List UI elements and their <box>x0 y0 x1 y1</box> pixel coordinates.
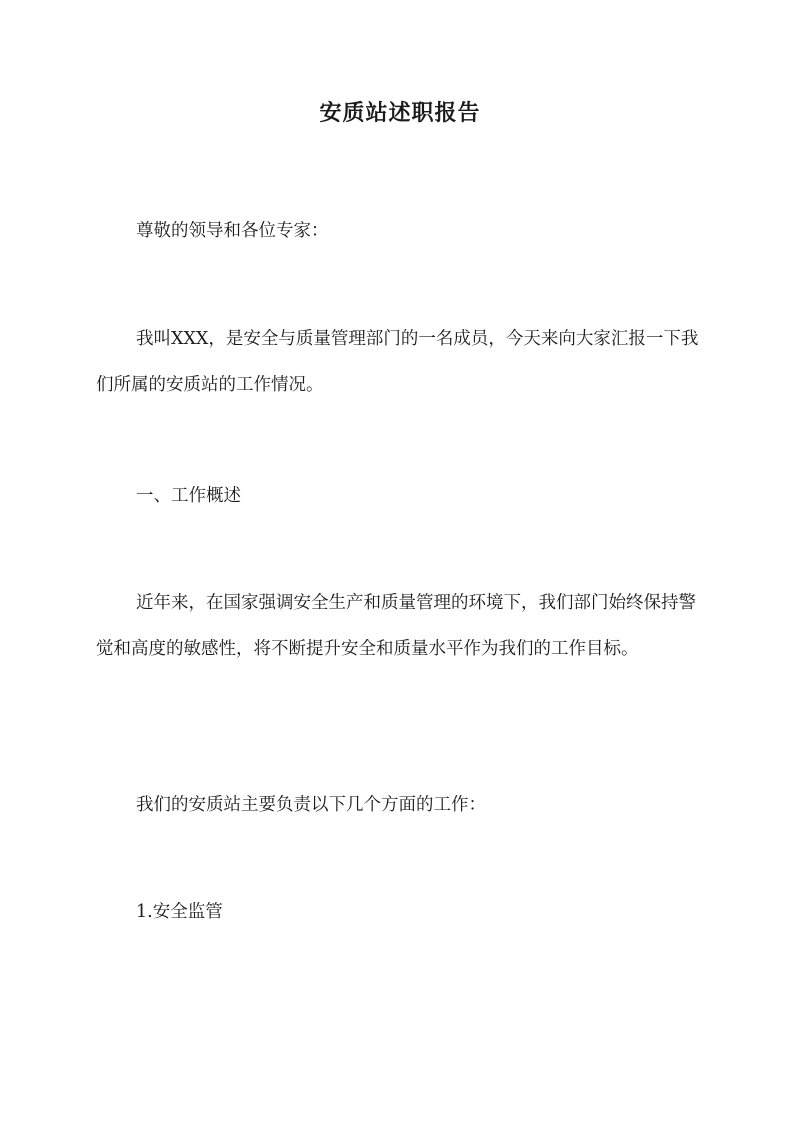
list-item-safety-supervision: 1.安全监管 <box>136 902 223 922</box>
duties-intro-paragraph: 我们的安质站主要负责以下几个方面的工作： <box>136 795 486 815</box>
salutation-paragraph: 尊敬的领导和各位专家： <box>136 221 329 241</box>
document-title: 安质站述职报告 <box>319 100 481 126</box>
intro-paragraph: 我叫XXX，是安全与质量管理部门的一名成员，今天来向大家汇报一下我们所属的安质站的工作情况。 <box>96 329 699 395</box>
section-heading-overview: 一、工作概述 <box>136 486 241 506</box>
overview-paragraph: 近年来，在国家强调安全生产和质量管理的环境下，我们部门始终保持警觉和高度的敏感性，将不断提升安全和质量水平作为我们的工作目标。 <box>96 593 696 659</box>
